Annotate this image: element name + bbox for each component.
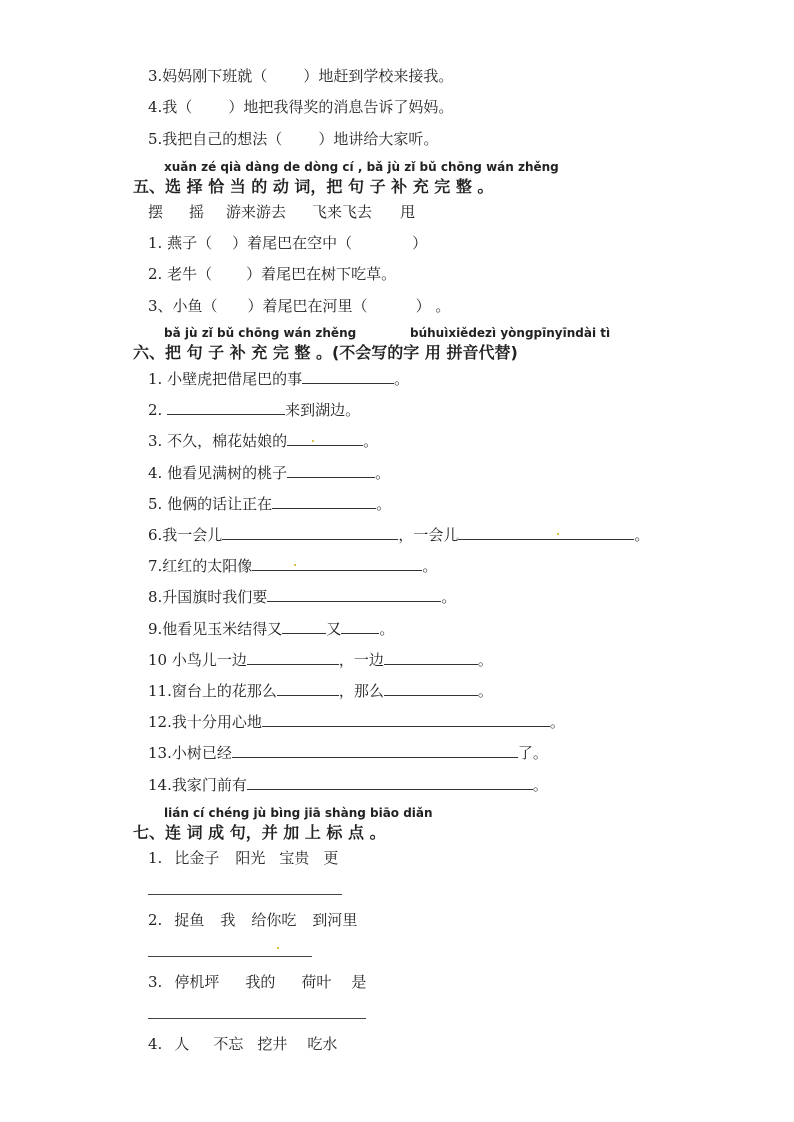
section5-item-3 — [148, 296, 450, 316]
answer-blank[interactable] — [282, 619, 326, 634]
item-text: 7.红红的太阳像 — [148, 557, 253, 575]
answer-blank[interactable] — [458, 525, 634, 540]
item-text: 。 — [376, 495, 392, 513]
word-chip: 人 — [174, 1035, 190, 1053]
word-chip: 给你吃 — [251, 911, 297, 929]
answer-blank[interactable] — [167, 400, 285, 415]
word-bank-item: 摆 — [148, 203, 164, 221]
item-text: 。 — [532, 776, 548, 794]
scan-speck — [557, 533, 559, 535]
answer-blank[interactable] — [287, 431, 363, 446]
answer-blank[interactable] — [247, 775, 533, 790]
item-text: ）着尾巴在河里（ — [247, 297, 368, 315]
item-text: ） 。 — [415, 297, 451, 315]
item-text: 3.妈妈刚下班就（ — [148, 67, 268, 85]
item-text: 。 — [549, 713, 565, 731]
section6-item-5 — [148, 494, 391, 514]
word-bank — [148, 202, 415, 222]
answer-line[interactable] — [148, 894, 342, 895]
prev-item-3 — [148, 66, 453, 86]
section7-item-2 — [148, 910, 357, 930]
item-text: 。 — [363, 432, 379, 450]
word-bank-item: 摇 — [189, 203, 205, 221]
answer-blank[interactable] — [384, 681, 478, 696]
section6-item-11 — [148, 681, 493, 701]
answer-blank[interactable] — [277, 681, 339, 696]
item-number: 4. — [148, 1035, 163, 1053]
item-text: 。 — [422, 557, 438, 575]
section6-item-9 — [148, 619, 394, 639]
section6-item-8 — [148, 587, 456, 607]
word-chip: 荷叶 — [301, 973, 332, 991]
item-text: 。 — [394, 370, 410, 388]
section6-pinyin: bǎ jù zǐ bǔ chōng wán zhěng — [164, 326, 357, 340]
section5-item-2 — [148, 264, 396, 284]
answer-blank[interactable] — [272, 494, 376, 509]
answer-line[interactable] — [148, 1018, 366, 1019]
section6-item-2 — [148, 400, 360, 420]
item-text: ）地讲给大家听。 — [318, 130, 439, 148]
word-chip: 到河里 — [312, 911, 358, 929]
item-text: 2. 老牛（ — [148, 265, 213, 283]
item-text: 。 — [634, 526, 650, 544]
word-chip: 停机坪 — [174, 973, 220, 991]
word-bank-item: 游来游去 — [226, 203, 287, 221]
item-text: 2. — [148, 401, 168, 419]
section7-item-4 — [148, 1034, 337, 1054]
word-chip: 捉鱼 — [174, 911, 205, 929]
answer-blank[interactable] — [232, 743, 518, 758]
item-text: ） — [412, 234, 428, 252]
item-text: ，那么 — [338, 682, 384, 700]
item-text: 来到湖边。 — [285, 401, 361, 419]
item-text: 1. 燕子（ — [148, 234, 213, 252]
answer-blank[interactable] — [341, 619, 379, 634]
answer-line[interactable] — [148, 956, 312, 957]
word-chip: 我 — [220, 911, 236, 929]
item-text: ，一边 — [338, 651, 384, 669]
item-text: 4.我（ — [148, 98, 193, 116]
section6-item-12 — [148, 712, 565, 732]
answer-blank[interactable] — [384, 650, 478, 665]
word-chip: 我的 — [245, 973, 276, 991]
item-text: ）着尾巴在空中（ — [232, 234, 353, 252]
item-text: 。 — [477, 651, 493, 669]
section6-item-4 — [148, 463, 390, 483]
section6-item-3 — [148, 431, 378, 451]
word-chip: 不忘 — [213, 1035, 244, 1053]
item-text: 13.小树已经 — [148, 744, 232, 762]
item-text: 。 — [375, 464, 391, 482]
item-text: 。 — [441, 588, 457, 606]
section6-item-13 — [148, 743, 548, 763]
item-text: ）地把我得奖的消息告诉了妈妈。 — [228, 98, 454, 116]
item-text: 9.他看见玉米结得又 — [148, 620, 283, 638]
word-chip: 吃水 — [307, 1035, 338, 1053]
section6-pinyin-hint: búhuìxiědezì yòngpīnyīndài tì — [410, 326, 611, 340]
answer-blank[interactable] — [262, 712, 550, 727]
section6-item-10 — [148, 650, 493, 670]
item-text: 又 — [326, 620, 342, 638]
item-number: 2. — [148, 911, 163, 929]
word-chip: 更 — [323, 849, 339, 867]
answer-blank[interactable] — [267, 587, 441, 602]
item-text: 11.窗台上的花那么 — [148, 682, 277, 700]
scan-speck — [312, 440, 314, 442]
word-chip: 挖井 — [257, 1035, 288, 1053]
answer-blank[interactable] — [302, 369, 394, 384]
item-text: 10 小鸟儿一边 — [148, 651, 247, 669]
item-text: ）地赶到学校来接我。 — [303, 67, 454, 85]
prev-item-4 — [148, 97, 453, 117]
section6-item-1 — [148, 369, 409, 389]
section5-pinyin: xuǎn zé qià dàng de dòng cí , bǎ jù zǐ bǔ chōng wán zhěng — [164, 160, 559, 174]
item-text: ）着尾巴在树下吃草。 — [246, 265, 397, 283]
word-chip: 是 — [351, 973, 367, 991]
section5-heading: 五、选 择 恰 当 的 动 词，把 句 子 补 充 完 整 。 — [133, 177, 494, 196]
item-number: 1. — [148, 849, 163, 867]
item-text: 5. 他俩的话让正在 — [148, 495, 273, 513]
scan-speck — [294, 564, 296, 566]
answer-blank[interactable] — [222, 525, 398, 540]
answer-blank[interactable] — [252, 556, 422, 571]
item-text: 3、小鱼（ — [148, 297, 218, 315]
word-bank-item: 飞来飞去 — [312, 203, 373, 221]
section6-item-7 — [148, 556, 437, 576]
item-text: 3. 不久，棉花姑娘的 — [148, 432, 288, 450]
item-text: 8.升国旗时我们要 — [148, 588, 268, 606]
item-text: 。 — [477, 682, 493, 700]
word-chip: 比金子 — [174, 849, 220, 867]
section5-item-1 — [148, 233, 427, 253]
item-text: 1. 小壁虎把借尾巴的事 — [148, 370, 303, 388]
item-text: 4. 他看见满树的桃子 — [148, 464, 288, 482]
answer-blank[interactable] — [287, 463, 375, 478]
section7-item-3 — [148, 972, 366, 992]
prev-item-5 — [148, 129, 438, 149]
word-chip: 阳光 — [235, 849, 266, 867]
item-text: 了。 — [517, 744, 548, 762]
section7-item-1 — [148, 848, 338, 868]
item-text: ，一会儿 — [398, 526, 459, 544]
section7-pinyin: lián cí chéng jù bìng jiā shàng biāo diǎn — [164, 806, 433, 820]
answer-blank[interactable] — [247, 650, 339, 665]
section6-item-6 — [148, 525, 649, 545]
section6-heading: 六、把 句 子 补 充 完 整 。(不会写的字 用 拼音代替) — [133, 343, 518, 362]
item-text: 14.我家门前有 — [148, 776, 247, 794]
item-text: 5.我把自己的想法（ — [148, 130, 283, 148]
item-text: 6.我一会儿 — [148, 526, 223, 544]
section6-item-14 — [148, 775, 548, 795]
item-text: 12.我十分用心地 — [148, 713, 262, 731]
scan-speck — [277, 947, 279, 949]
word-bank-item: 甩 — [400, 203, 416, 221]
section7-heading: 七、连 词 成 句，并 加 上 标 点 。 — [133, 823, 386, 842]
item-text: 。 — [379, 620, 395, 638]
word-chip: 宝贵 — [279, 849, 310, 867]
item-number: 3. — [148, 973, 163, 991]
